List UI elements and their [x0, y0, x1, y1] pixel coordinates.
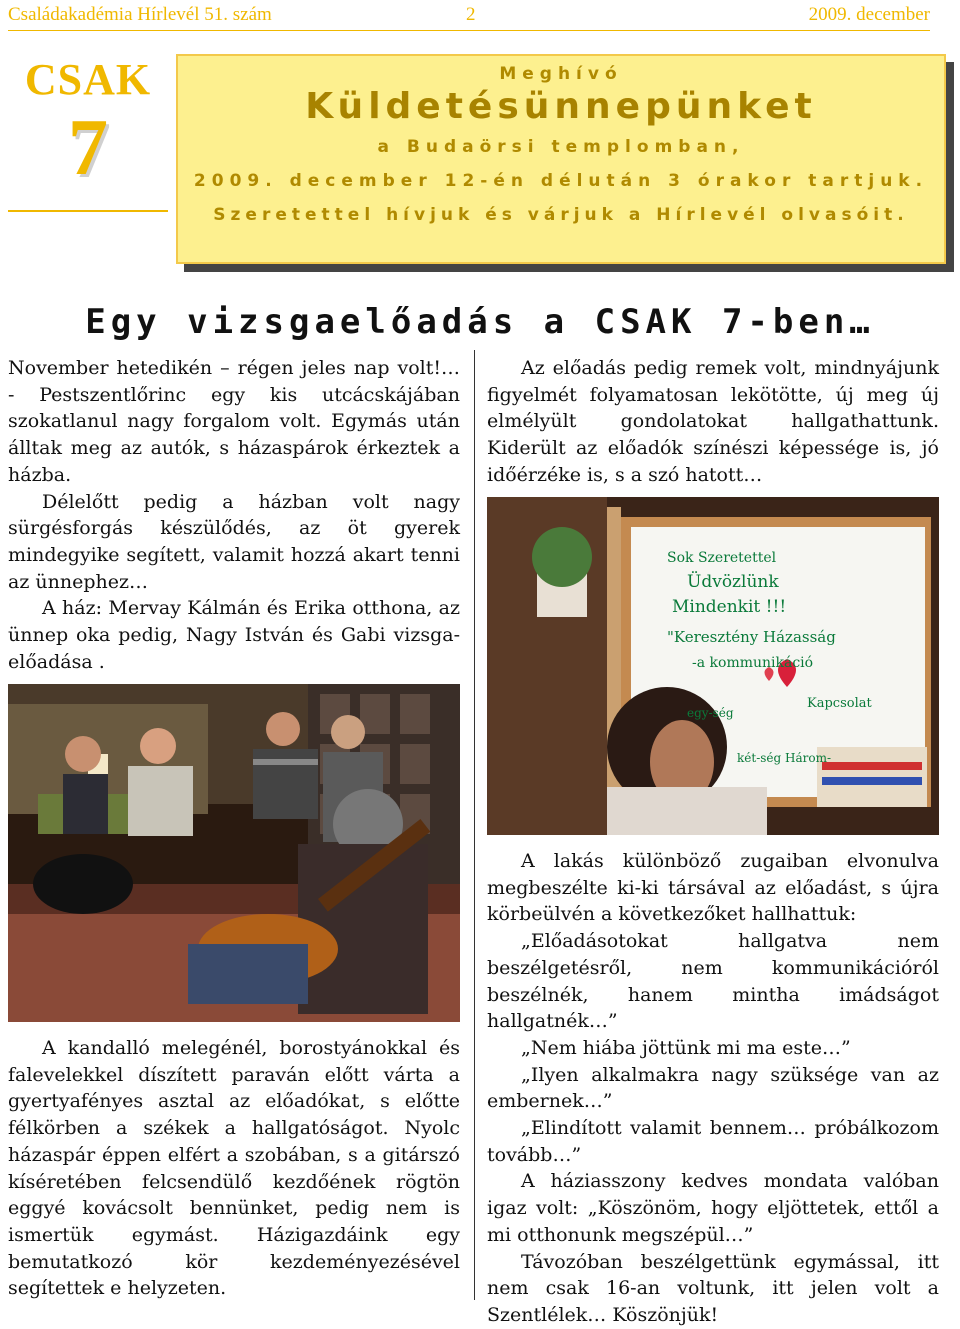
csak-logo-number: 7 [68, 104, 108, 192]
paragraph: Távozóban beszélgettünk egymással, itt nem csak 16-an voltunk, itt jelen volt a Szentlélek… Köszönjük! [487, 1250, 939, 1326]
right-column-top [487, 355, 939, 489]
invitation-title: Küldetésünnepünket [305, 86, 817, 127]
photo-living-room-gathering [8, 684, 460, 1022]
photo-whiteboard-presenter [487, 497, 939, 835]
left-column-bottom [8, 1035, 460, 1302]
quote: „Ilyen alkalmakra nagy szüksége van az embernek…” [487, 1063, 939, 1113]
whiteboard-text: Kapcsolat [807, 696, 872, 711]
whiteboard-text: két-ség Három- [737, 751, 832, 765]
column-divider [474, 350, 475, 1300]
csak-logo-rule [8, 210, 168, 212]
paragraph: A háziasszony kedves mondata valóban igaz volt: „Köszönöm, hogy eljöttetek, ettől a mi otthonunk megszépül…” [487, 1170, 939, 1246]
header-rule [8, 30, 930, 31]
invitation-box [176, 54, 946, 264]
csak-logo [8, 52, 168, 258]
whiteboard-text: egy-ség [687, 706, 734, 720]
whiteboard-text: "Keresztény Házasság [667, 628, 836, 646]
issue-date: 2009. december [808, 4, 930, 25]
invitation-line-1: a Budaörsi templomban, [377, 137, 745, 157]
invitation-label: Meghívó [499, 64, 623, 84]
right-column-bottom [487, 848, 939, 1329]
article-headline: Egy vizsgaelőadás a CSAK 7-ben… [85, 302, 875, 342]
paragraph: November hetedikén – régen jeles nap volt!… - Pestszentlőrinc egy kis utcácskájában szokatlanul nagy forgalom volt. Egymás után álltak meg az autók, s házaspárok érkeztek a házba. [8, 357, 460, 486]
paragraph: A ház: Mervay Kálmán és Erika otthona, az ünnep oka pedig, Nagy István és Gabi vizsga-előadása . [8, 597, 460, 673]
quote: „Előadásotokat hallgatva nem beszélgetésről, nem kommunikációról beszélnék, hanem mintha imádságot hallgatnék…” [487, 930, 939, 1033]
whiteboard-text: Sok Szeretettel [667, 550, 777, 566]
paragraph: A lakás különböző zugaiban elvonulva megbeszélte ki-ki társával az előadást, s újra körbeülvén a következőket hallhattuk: [487, 850, 939, 926]
quote: „Nem hiába jöttünk mi ma este…” [521, 1036, 851, 1059]
running-header [8, 4, 930, 26]
paragraph: Az előadás pedig remek volt, mindnyájunk figyelmét folyamatosan lekötötte, új meg új elmélyült gondolatokat hallgathattunk. Kiderült az előadók színészi képessége is, jó időérzéke is, s a szó hatott… [487, 357, 939, 486]
invitation-line-3: Szeretettel hívjuk és várjuk a Hírlevél olvasóit. [213, 205, 909, 225]
paragraph: A kandalló melegénél, borostyánokkal és falevelekkel díszített paraván előtt várta a gyertyafényes asztal az előadókat, s előtte félkörben a székek a hallgatóságot. Nyolc házaspár éppen elfért a szobában, s a gitárszó kíséretében felcsendülő kezdőének rögtön eggyé kovácsolt bennünket, pedig nem is ismertük egymást. Házigazdáink egy bemutatkozó kör kezdeményezésével segítettek e helyzeten. [8, 1037, 460, 1300]
invitation-line-2: 2009. december 12-én délután 3 órakor tartjuk. [193, 171, 929, 191]
whiteboard-text: Üdvözlünk [687, 572, 779, 592]
page-number: 2 [466, 4, 476, 25]
left-column-top [8, 355, 460, 675]
csak-logo-title: CSAK [24, 55, 152, 104]
paragraph: Délelőtt pedig a házban volt nagy sürgésforgás készülődés, az öt gyerek mindegyike segített, valamit hozzá akart tenni az ünnephez… [8, 490, 460, 593]
quote: „Elindított valamit bennem… próbálkozom tovább…” [487, 1117, 939, 1166]
newsletter-title: Családakadémia Hírlevél 51. szám [8, 4, 272, 25]
whiteboard-text: Mindenkit !!! [672, 597, 787, 617]
whiteboard-text: -a kommunikáció [692, 655, 814, 671]
